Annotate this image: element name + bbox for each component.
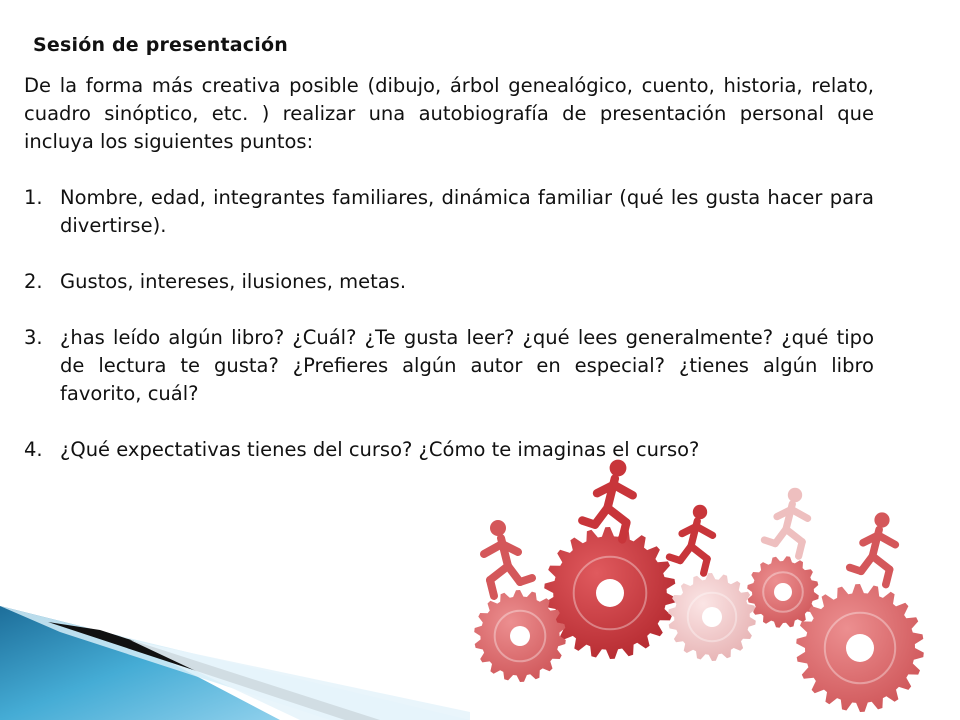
gear-hole <box>596 579 624 607</box>
runner-icon <box>669 505 712 573</box>
item-text: ¿has leído algún libro? ¿Cuál? ¿Te gusta leer? ¿qué lees generalmente? ¿qué tipo de lectura te gusta? ¿Prefieres algún autor en especial? ¿tienes algún libro favorito, cuál? <box>60 326 874 405</box>
item-text: Gustos, intereses, ilusiones, metas. <box>60 270 407 293</box>
item-number: 2. <box>24 270 43 293</box>
item-number: 1. <box>24 186 43 209</box>
gear-hole <box>702 607 722 627</box>
item-number: 3. <box>24 326 43 349</box>
item-number: 4. <box>24 438 43 461</box>
list-item <box>24 436 874 464</box>
gear-hole <box>510 626 530 646</box>
runner-icon <box>484 520 532 596</box>
runner-icon <box>764 488 807 556</box>
item-text: Nombre, edad, integrantes familiares, dinámica familiar (qué les gusta hacer para divertirse). <box>60 186 874 237</box>
page-title: Sesión de presentación <box>33 34 288 56</box>
runner-icon <box>850 512 896 584</box>
intro-paragraph: De la forma más creativa posible (dibujo, árbol genealógico, cuento, historia, relato, cuadro sinóptico, etc. ) realizar una autobiografía de presentación personal que incluya los siguientes puntos: <box>24 74 874 153</box>
list-item <box>24 184 874 240</box>
gear-hole <box>846 634 874 662</box>
gear-hole <box>774 583 792 601</box>
points-list <box>24 184 874 464</box>
list-item <box>24 324 874 408</box>
item-text: ¿Qué expectativas tienes del curso? ¿Cómo te imaginas el curso? <box>60 438 700 461</box>
list-item <box>24 268 874 296</box>
